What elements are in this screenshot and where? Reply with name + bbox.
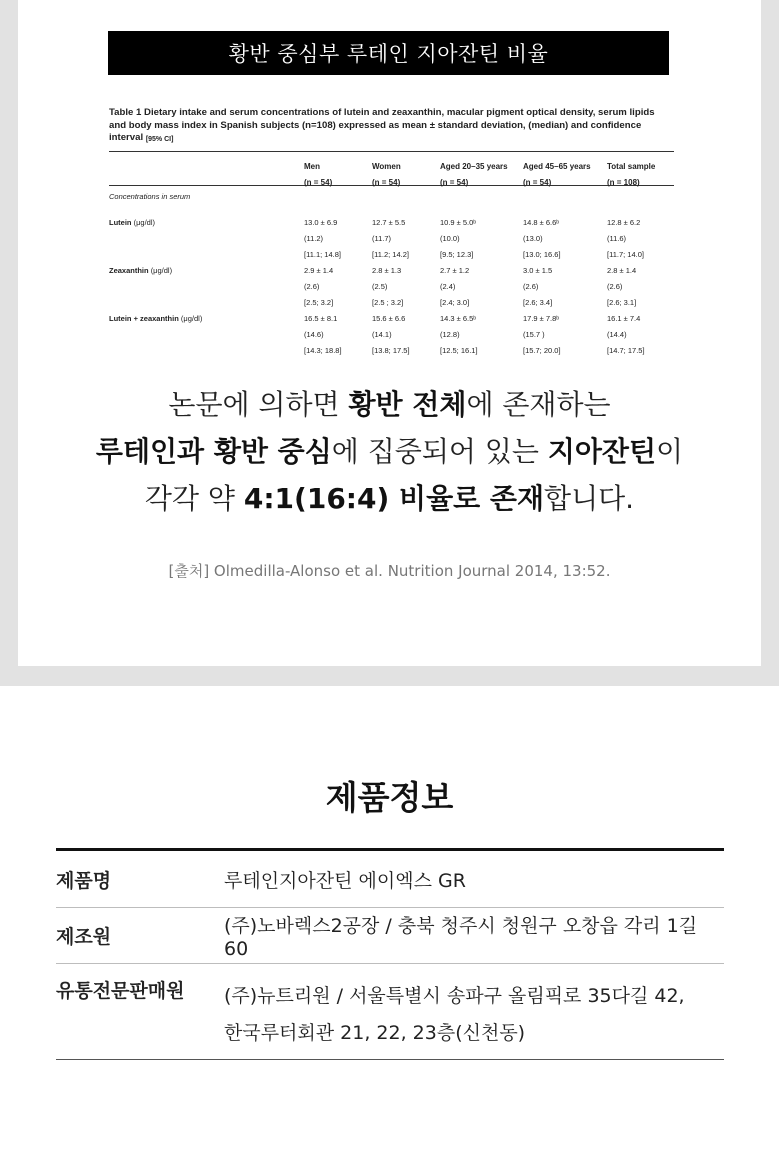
table-cell: [9.5; 12.3] [440, 249, 474, 259]
table-cell: [11.2; 14.2] [372, 249, 409, 259]
table-cell: 12.8 ± 6.2 [607, 217, 641, 227]
explanation-paragraph [0, 381, 779, 522]
column-header: Men (n = 54) [304, 161, 333, 187]
table-cell: (2.5) [372, 281, 388, 291]
table-cell: (10.0) [440, 233, 460, 243]
table-caption-text: Table 1 Dietary intake and serum concentrations of lutein and zeaxanthin, macular pigment optical density, serum lipids and body mass index in Spanish subjects (n=108) expressed as mean ± standard deviation, (median) and confidence interval [109, 107, 655, 143]
table-cell: (14.6) [304, 329, 324, 339]
table-header [109, 152, 674, 185]
column-header: Aged 20–35 years (n = 54) [440, 161, 508, 187]
info-value-line: (주)뉴트리원 / 서울특별시 송파구 올림픽로 35다길 42, [224, 985, 685, 1007]
table-cell: (2.6) [523, 281, 539, 291]
banner-title: 황반 중심부 루테인 지아잔틴 비율 [108, 31, 669, 75]
table-cell: (2.4) [440, 281, 456, 291]
paragraph-line: 논문에 의하면 황반 전체에 존재하는 [168, 388, 611, 421]
table-cell: (14.4) [607, 329, 627, 339]
info-value [224, 978, 724, 1059]
info-label: 제조원 [56, 926, 112, 948]
table-cell: [2.4; 3.0] [440, 297, 470, 307]
info-value: (주)노바렉스2공장 / 충북 청주시 청원구 오창읍 각리 1길 60 [224, 915, 698, 960]
table-cell: [2.6; 3.4] [523, 297, 553, 307]
table-cell: [13.0; 16.6] [523, 249, 561, 259]
product-info-table [56, 848, 724, 1060]
table-cell: (13.0) [523, 233, 543, 243]
info-row-product-name [56, 851, 724, 908]
paragraph-line: 각각 약 4:1(16:4) 비율로 존재합니다. [144, 482, 635, 515]
info-label: 제품명 [56, 869, 112, 892]
table-cell: 14.8 ± 6.6ᵇ [523, 217, 560, 227]
table-cell: 3.0 ± 1.5 [523, 265, 553, 275]
table-caption [109, 107, 674, 147]
table-cell: 2.8 ± 1.4 [607, 265, 637, 275]
column-header: Aged 45–65 years (n = 54) [523, 161, 591, 187]
table-cell: [2.5 ; 3.2] [372, 297, 404, 307]
table-cell: [12.5; 16.1] [440, 345, 478, 355]
table-caption-suffix: [95% CI] [145, 136, 174, 143]
table-cell: [13.8; 17.5] [372, 345, 410, 355]
table-cell: [2.6; 3.1] [607, 297, 637, 307]
table-body [109, 186, 674, 381]
info-value: 루테인지아잔틴 에이엑스 GR [224, 869, 466, 892]
column-header: Total sample (n = 108) [607, 161, 656, 187]
table-row-label: Lutein + zeaxanthin (μg/dl) [109, 313, 203, 323]
table-cell: 13.0 ± 6.9 [304, 217, 338, 227]
table-row-label: Lutein (μg/dl) [109, 217, 156, 227]
table-cell: (15.7 ) [523, 329, 545, 339]
paragraph-line: 루테인과 황반 중심에 집중되어 있는 지아잔틴이 [95, 435, 684, 468]
info-row-distributor [56, 964, 724, 1060]
table-cell: [15.7; 20.0] [523, 345, 561, 355]
table-cell: (2.6) [607, 281, 623, 291]
table-cell: 16.1 ± 7.4 [607, 313, 641, 323]
table-cell: 16.5 ± 8.1 [304, 313, 338, 323]
table-cell: 12.7 ± 5.5 [372, 217, 406, 227]
info-label: 유통전문판매원 [56, 980, 185, 1002]
table-cell: [14.7; 17.5] [607, 345, 645, 355]
info-value-line: 한국루터회관 21, 22, 23층(신천동) [224, 1022, 526, 1044]
table-cell: 2.9 ± 1.4 [304, 265, 334, 275]
table-cell: [11.7; 14.0] [607, 249, 644, 259]
table-cell: 2.8 ± 1.3 [372, 265, 402, 275]
table-cell: [2.5; 3.2] [304, 297, 334, 307]
table-cell: 14.3 ± 6.5ᵇ [440, 313, 477, 323]
table-cell: 17.9 ± 7.8ᵇ [523, 313, 560, 323]
product-info-title: 제품정보 [325, 778, 454, 817]
table-cell: 15.6 ± 6.6 [372, 313, 406, 323]
source-citation: [출처] Olmedilla-Alonso et al. Nutrition Journal 2014, 13:52. [168, 562, 611, 580]
table-cell: [11.1; 14.8] [304, 249, 341, 259]
table-cell: (11.2) [304, 233, 324, 243]
table-cell: (12.8) [440, 329, 460, 339]
table-cell: [14.3; 18.8] [304, 345, 342, 355]
info-row-manufacturer [56, 908, 724, 964]
column-header: Women (n = 54) [372, 161, 401, 187]
table-cell: 10.9 ± 5.0ᵇ [440, 217, 477, 227]
table-cell: (14.1) [372, 329, 392, 339]
table-section-label: Concentrations in serum [109, 191, 191, 201]
table-cell: (11.6) [607, 233, 627, 243]
table-cell: (11.7) [372, 233, 392, 243]
table-row-label: Zeaxanthin (μg/dl) [109, 265, 173, 275]
table-cell: (2.6) [304, 281, 320, 291]
table-cell: 2.7 ± 1.2 [440, 265, 470, 275]
research-table [109, 107, 674, 381]
